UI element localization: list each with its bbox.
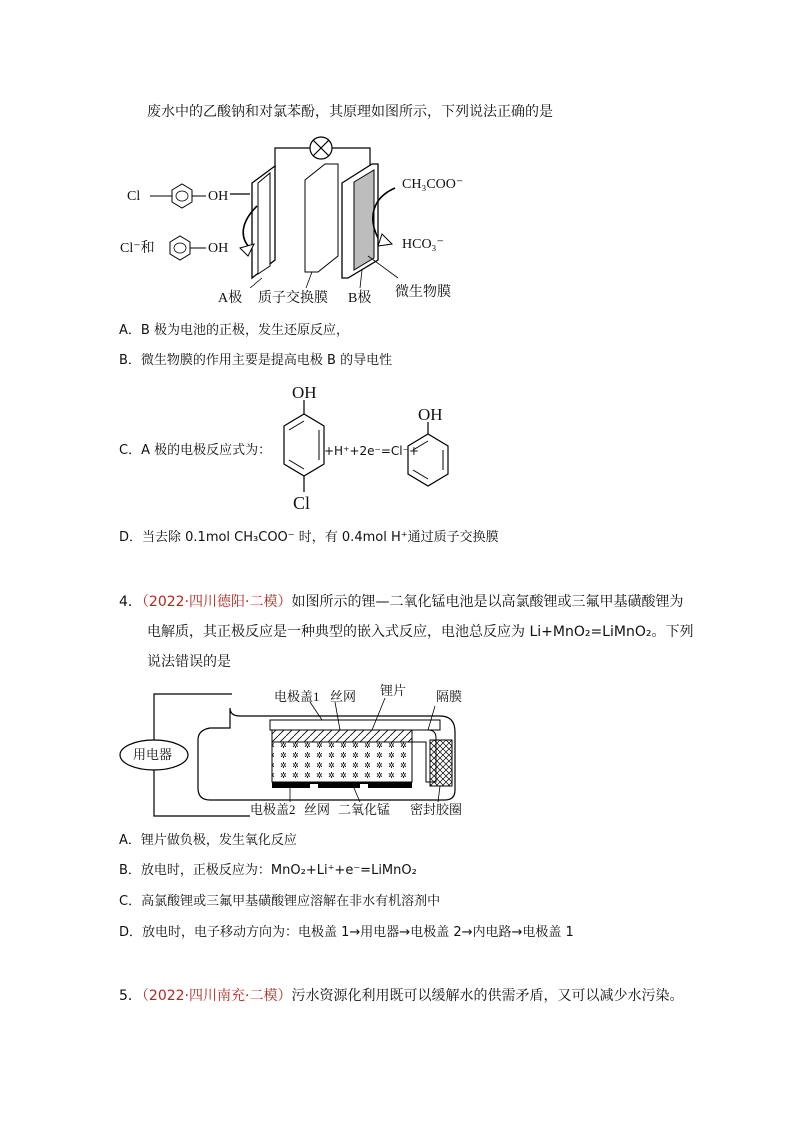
q5-heading [119, 987, 683, 1005]
chlorophenol-structure [150, 184, 206, 208]
fig-right-bot: HCO₃⁻ [402, 237, 444, 252]
q5-number: 5． [119, 988, 142, 1004]
q4-line2: 电解质，其正极反应是一种典型的嵌入式反应，电池总反应为 Li+MnO₂=LiMnO₂。下列 [147, 624, 694, 640]
phenol-structure [170, 236, 206, 260]
q3-intro: 废水中的乙酸钠和对氯苯酚，其原理如图所示，下列说法正确的是 [147, 104, 553, 120]
q3-option-d: D．当去除 0.1mol CH₃COO⁻ 时，有 0.4mol H⁺通过质子交换膜 [119, 530, 499, 545]
fig-separator: 隔膜 [436, 689, 463, 704]
fig-seal: 密封胶圈 [410, 802, 463, 817]
fig-label-bio: 微生物膜 [395, 285, 451, 300]
q4-source: （2022·四川德阳·二模） [141, 594, 292, 610]
fig-label-membrane: 质子交换膜 [258, 291, 328, 306]
fig-cap2: 电极盖2 [250, 802, 296, 817]
fig-label-b: B极 [348, 291, 372, 306]
fig-lithium: 锂片 [380, 683, 407, 698]
q3-option-b: B．微生物膜的作用主要是提高电极 B 的导电性 [119, 353, 393, 368]
q3-option-a: A．B 极为电池的正极，发生还原反应， [119, 323, 349, 338]
q3-option-c-prefix: C．A 极的电极反应式为： [119, 443, 272, 458]
fig-left-bot: Cl⁻和 [120, 241, 155, 256]
fig-left-top-cl: Cl [127, 189, 141, 204]
q4-number: 4． [119, 594, 142, 610]
option-c-oh2: OH [418, 405, 443, 424]
fig-left-bot-oh: OH [208, 241, 229, 256]
q4-option-a: A．锂片做负极，发生氧化反应 [119, 833, 297, 848]
q3-fuel-cell-diagram [110, 128, 470, 308]
fig-mno2: 二氧化锰 [338, 802, 391, 817]
q4-heading [119, 593, 683, 611]
q5-line1: 污水资源化利用既可以缓解水的供需矛盾，又可以减少水污染。 [291, 988, 684, 1004]
q4-option-d: D．放电时，电子移动方向为：电极盖 1→用电器→电极盖 2→内电路→电极盖 1 [119, 925, 574, 940]
q4-option-b: B．放电时，正极反应为：MnO₂+Li⁺+e⁻=LiMnO₂ [119, 863, 417, 878]
fig-mesh2: 丝网 [304, 802, 331, 817]
q4-line3: 说法错误的是 [147, 654, 231, 670]
q5-source: （2022·四川南充·二模） [141, 988, 292, 1004]
q4-option-c: C．高氯酸锂或三氟甲基磺酸锂应溶解在非水有机溶剂中 [119, 894, 441, 909]
q4-line1: 如图所示的锂—二氧化锰电池是以高氯酸锂或三氟甲基磺酸锂为 [291, 594, 684, 610]
option-c-oh1: OH [292, 383, 317, 402]
option-c-cl: Cl [293, 493, 311, 513]
fig-right-top: CH₃COO⁻ [402, 177, 464, 192]
option-c-mid: +H⁺+2e⁻=Cl⁻+ [324, 444, 419, 458]
fig-mesh1: 丝网 [330, 689, 357, 704]
fig-device: 用电器 [133, 747, 173, 762]
fig-cap1: 电极盖1 [274, 689, 320, 704]
fig-left-top-oh: OH [208, 189, 229, 204]
fig-label-a: A极 [218, 291, 243, 306]
